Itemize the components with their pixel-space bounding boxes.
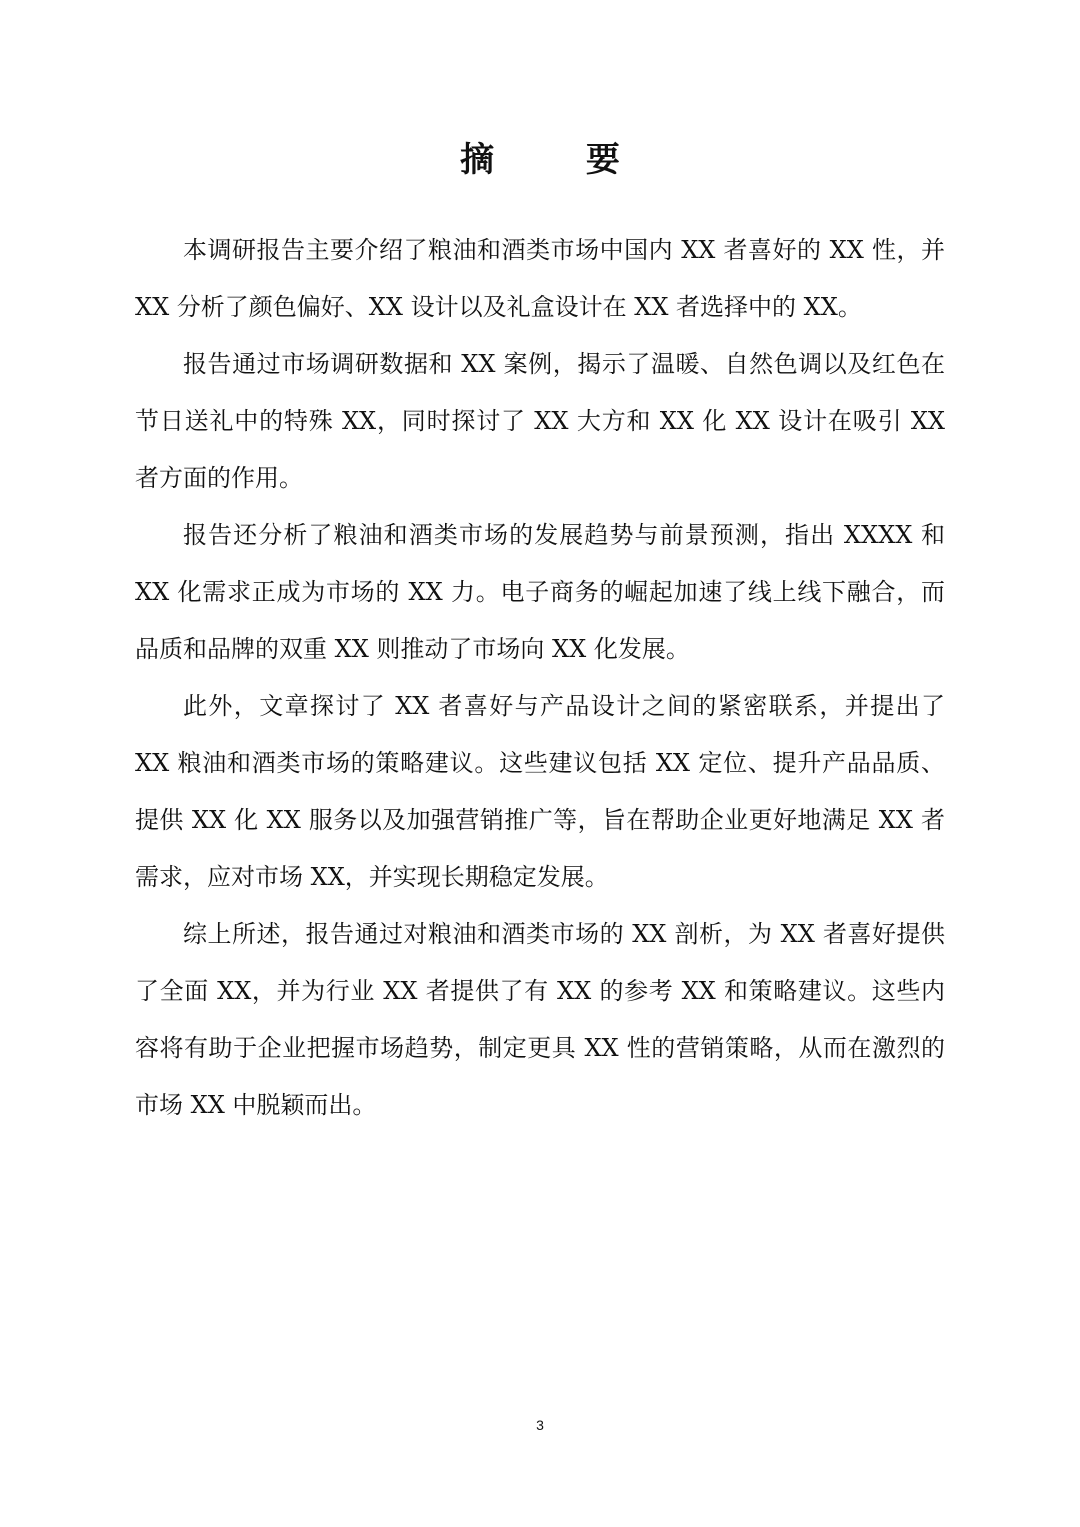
abstract-body <box>135 222 945 1134</box>
page-title: 摘 要 <box>460 140 660 180</box>
paragraph-4: 此外，文章探讨了 XX 者喜好与产品设计之间的紧密联系，并提出了 XX 粮油和酒类市场的策略建议。这些建议包括 XX 定位、提升产品品质、提供 XX 化 XX 服务以及加强营销推广等，旨在帮助企业更好地满足 XX 者需求，应对市场 XX，并实现长期稳定发展。 <box>135 692 945 891</box>
paragraph-3: 报告还分析了粮油和酒类市场的发展趋势与前景预测，指出 XXXX 和 XX 化需求正成为市场的 XX 力。电子商务的崛起加速了线上线下融合，而品质和品牌的双重 XX 则推动了市场向 XX 化发展。 <box>135 521 945 663</box>
paragraph-5: 综上所述，报告通过对粮油和酒类市场的 XX 剖析，为 XX 者喜好提供了全面 XX，并为行业 XX 者提供了有 XX 的参考 XX 和策略建议。这些内容将有助于企业把握市场趋势，制定更具 XX 性的营销策略，从而在激烈的市场 XX 中脱颖而出。 <box>135 920 945 1119</box>
paragraph-2: 报告通过市场调研数据和 XX 案例，揭示了温暖、自然色调以及红色在节日送礼中的特殊 XX，同时探讨了 XX 大方和 XX 化 XX 设计在吸引 XX 者方面的作用。 <box>135 350 945 492</box>
page-number: 3 <box>536 1417 544 1433</box>
paragraph-1: 本调研报告主要介绍了粮油和酒类市场中国内 XX 者喜好的 XX 性，并 XX 分析了颜色偏好、XX 设计以及礼盒设计在 XX 者选择中的 XX。 <box>135 236 945 321</box>
